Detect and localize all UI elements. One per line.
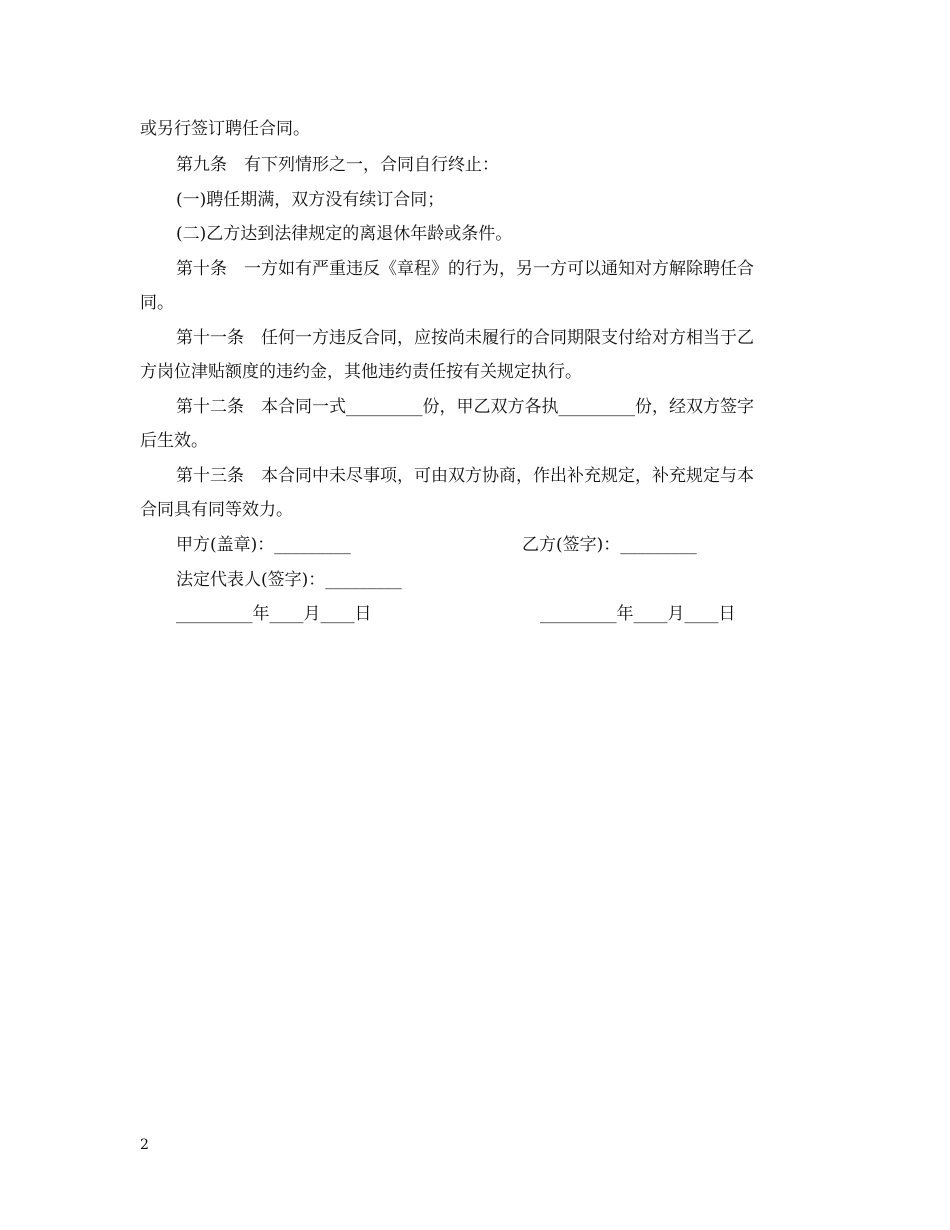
- article-13-continued: 合同具有同等效力。: [140, 500, 293, 520]
- party-b-date: _________年____月____日: [540, 604, 736, 624]
- party-a-date: _________年____月____日: [176, 604, 372, 624]
- article-9: 第九条 有下列情形之一，合同自行终止：: [176, 155, 499, 175]
- article-10: 第十条 一方如有严重违反《章程》的行为，另一方可以通知对方解除聘任合: [176, 259, 754, 279]
- party-a-seal: 甲方(盖章)：_________: [176, 535, 351, 555]
- paragraph-line: 或另行签订聘任合同。: [140, 119, 310, 139]
- article-12: 第十二条 本合同一式_________份，甲乙双方各执_________份，经双方签字: [176, 397, 754, 417]
- legal-representative-signature: 法定代表人(签字)：_________: [176, 570, 402, 590]
- article-12-continued: 后生效。: [140, 431, 208, 451]
- article-11-continued: 方岗位津贴额度的违约金，其他违约责任按有关规定执行。: [140, 362, 582, 382]
- article-13: 第十三条 本合同中未尽事项，可由双方协商，作出补充规定，补充规定与本: [176, 466, 754, 486]
- article-9-item-2: (二)乙方达到法律规定的离退休年龄或条件。: [176, 224, 513, 244]
- article-9-item-1: (一)聘任期满，双方没有续订合同；: [176, 190, 445, 210]
- party-b-signature: 乙方(签字)：_________: [522, 535, 697, 555]
- article-10-continued: 同。: [140, 293, 174, 313]
- article-11: 第十一条 任何一方违反合同，应按尚未履行的合同期限支付给对方相当于乙: [176, 328, 754, 348]
- page-number: 2: [140, 1137, 149, 1153]
